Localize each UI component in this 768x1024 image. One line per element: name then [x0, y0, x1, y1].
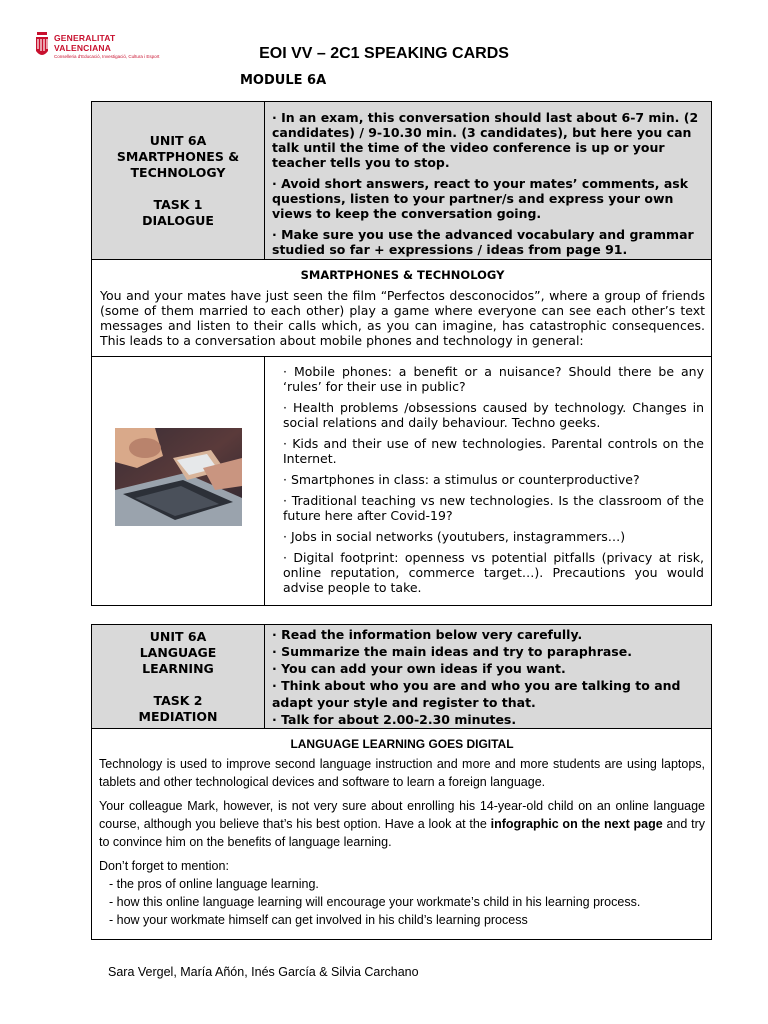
- speaking-card-task1: [91, 101, 712, 606]
- logo-text-2: VALENCIANA: [54, 43, 112, 53]
- topic-line-2: TECHNOLOGY: [130, 164, 226, 180]
- discussion-points: [265, 357, 711, 601]
- speaking-card-task2: [91, 624, 712, 940]
- instruction: · Make sure you use the advanced vocabulary and grammar studied so far + expressions / ideas from page 91.: [272, 227, 694, 257]
- topic-line-1: LANGUAGE: [139, 644, 217, 660]
- unit-cell: [92, 625, 265, 728]
- intro-section: [92, 260, 711, 357]
- instructions-cell: [265, 625, 711, 728]
- unit-label: UNIT 6A: [149, 628, 207, 644]
- task-type: MEDIATION: [138, 708, 218, 724]
- paragraph-text: Your colleague Mark, however, is not very sure about enrolling his 14-year-old child on an online language course, although you believe that’s his best option. Have a look at the: [99, 799, 705, 831]
- mention-list: [99, 875, 705, 929]
- list-item: · Smartphones in class: a stimulus or counterproductive?: [283, 472, 640, 487]
- intro-text: You and your mates have just seen the film “Perfectos desconocidos”, where a group of friends (some of them married to each other) play a game where everyone can see each other’s text messages and listen to their calls which, as you can imagine, has catastrophic consequences. This leads to a conversation about mobile phones and technology in general:: [100, 288, 705, 348]
- unit-cell: [92, 102, 265, 259]
- page-title: EOI VV – 2C1 SPEAKING CARDS: [259, 45, 509, 62]
- task-type: DIALOGUE: [142, 212, 214, 228]
- module-label: MODULE 6A: [240, 73, 327, 88]
- logo-text-1: GENERALITAT: [54, 33, 116, 43]
- topic-line-2: LEARNING: [142, 660, 214, 676]
- list-item: · Health problems /obsessions caused by technology. Changes in social relations and daily behaviour. Techno geeks.: [283, 400, 704, 430]
- section-title: LANGUAGE LEARNING GOES DIGITAL: [290, 737, 514, 751]
- discussion-section: [92, 357, 711, 605]
- list-item: · Digital footprint: openness vs potential pitfalls (privacy at risk, online reputation, commerce target…). Precautions you would advise people to take.: [283, 550, 704, 595]
- infographic-reference: infographic on the next page: [490, 817, 663, 831]
- instruction: · You can add your own ideas if you want.: [272, 661, 566, 676]
- topic-line-1: SMARTPHONES &: [116, 148, 240, 164]
- photo-cell: [92, 357, 265, 605]
- instruction: · Think about who you are and who you are talking to and adapt your style and register to that.: [272, 678, 681, 710]
- card-header: [92, 625, 711, 729]
- instruction: · Summarize the main ideas and try to paraphrase.: [272, 644, 632, 659]
- mediation-body: [92, 729, 711, 929]
- task-label: TASK 2: [153, 692, 203, 708]
- smartphone-laptop-photo: [115, 428, 242, 526]
- list-item: · Kids and their use of new technologies. Parental controls on the Internet.: [283, 436, 704, 466]
- mention-title: Don’t forget to mention:: [99, 859, 229, 873]
- section-title: SMARTPHONES & TECHNOLOGY: [300, 268, 505, 282]
- list-item: - how this online language learning will encourage your workmate’s child in his learning process.: [109, 895, 641, 909]
- instruction: · Read the information below very carefully.: [272, 627, 583, 642]
- logo-text-3: Conselleria d'Educació, Investigació, Cultura i Esport: [54, 54, 160, 59]
- paragraph: Technology is used to improve second language instruction and more and more students are using laptops, tablets and other technological devices and software to learn a foreign language.: [99, 757, 705, 789]
- task-label: TASK 1: [153, 196, 203, 212]
- list-item: - how your workmate himself can get involved in his child’s learning process: [109, 913, 528, 927]
- paragraph-text: and try to convince him on the benefits of language learning.: [99, 817, 705, 849]
- unit-label: UNIT 6A: [149, 132, 207, 148]
- paragraph: [99, 797, 705, 851]
- list-item: · Mobile phones: a benefit or a nuisance? Should there be any ‘rules’ for their use in public?: [283, 364, 704, 394]
- instruction: · Avoid short answers, react to your mates’ comments, ask questions, listen to your partner/s and express your own views to keep the conversation going.: [272, 176, 689, 221]
- list-item: · Traditional teaching vs new technologies. Is the classroom of the future here after Covid-19?: [283, 493, 704, 523]
- instruction: · Talk for about 2.00-2.30 minutes.: [272, 712, 517, 727]
- list-item: · Jobs in social networks (youtubers, instagrammers…): [283, 529, 626, 544]
- authors-footer: Sara Vergel, María Añón, Inés García & Silvia Carchano: [108, 965, 419, 979]
- instruction: · In an exam, this conversation should last about 6-7 min. (2 candidates) / 9-10.30 min. (3 candidates), but here you can talk until the time of the video conference is up or your teacher tells you to stop.: [272, 110, 699, 170]
- list-item: - the pros of online language learning.: [109, 877, 319, 891]
- instructions-cell: [265, 102, 711, 259]
- card-header: [92, 102, 711, 260]
